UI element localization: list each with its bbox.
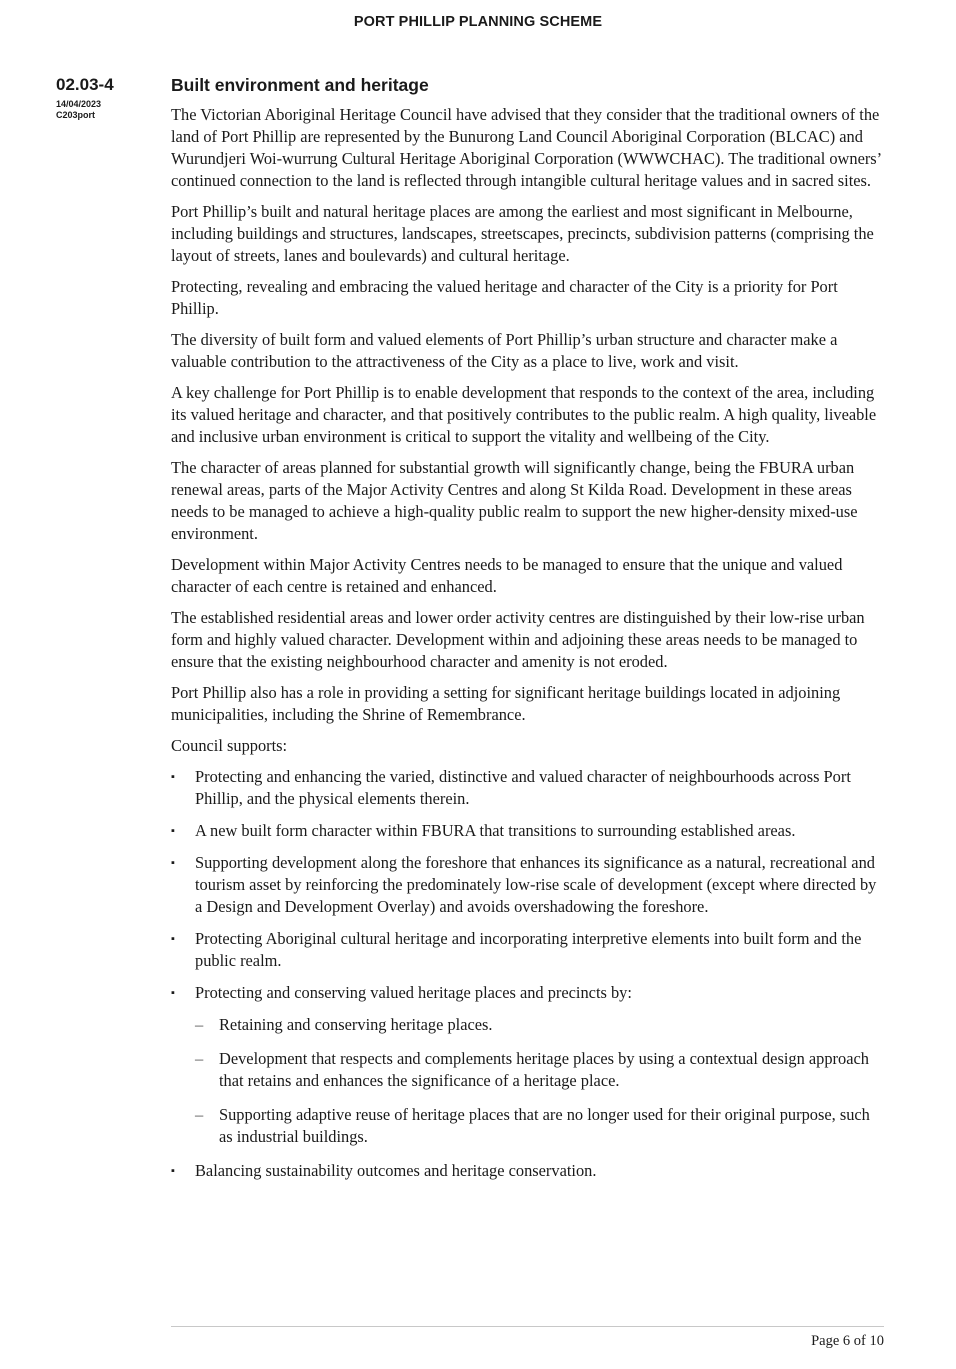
sub-bullet-item (195, 1014, 884, 1036)
paragraph: Port Phillip’s built and natural heritage places are among the earliest and most significant in Melbourne, including buildings and structures, landscapes, streetscapes, precincts, subdivision patterns (comprising the layout of streets, lanes and boulevards) and cultural heritage. (171, 202, 874, 265)
bullet-text: Protecting and enhancing the varied, distinctive and valued character of neighbourhoods across Port Phillip, and the physical elements therein. (195, 767, 851, 808)
bullet-item (171, 766, 884, 810)
clause-date: 14/04/2023 (56, 99, 102, 109)
bullet-item (171, 982, 884, 1148)
sub-bullet-list (195, 1014, 884, 1148)
clause-body (171, 75, 884, 1192)
paragraph: The character of areas planned for substantial growth will significantly change, being the FBURA urban renewal areas, parts of the Major Activity Centres and along St Kilda Road. Development in these areas needs to be managed to achieve a high-quality public realm to support the new higher-density mixed-use environment. (171, 458, 858, 543)
dash-marker: – (195, 1105, 204, 1124)
paragraph: Port Phillip also has a role in providing a setting for significant heritage buildings located in adjoining municipalities, including the Shrine of Remembrance. (171, 683, 841, 724)
paragraph: Protecting, revealing and embracing the valued heritage and character of the City is a priority for Port Phillip. (171, 277, 838, 318)
clause-number: 02.03-4 (56, 75, 114, 94)
bullet-text: Protecting Aboriginal cultural heritage and incorporating interpretive elements into built form and the public realm. (195, 929, 862, 970)
paragraph: The Victorian Aboriginal Heritage Council have advised that they consider that the traditional owners of the land of Port Phillip are represented by the Bunurong Land Council Aboriginal Corporation (BLCAC) and Wurundjeri Woi-wurrung Cultural Heritage Aboriginal Corporation (WWWCHAC). The traditional owners’ continued connection to the land is reflected through intangible cultural heritage values and in sacred sites. (171, 105, 881, 190)
paragraph: The established residential areas and lower order activity centres are distinguished by their low-rise urban form and highly valued character. Development within and adjoining these areas needs to be managed to ensure that the existing neighbourhood character and amenity is not eroded. (171, 608, 865, 671)
bullet-marker: ▪ (171, 857, 175, 869)
paragraph: A key challenge for Port Phillip is to enable development that responds to the context of the area, including its valued heritage and character, and that positively contributes to the public realm. A high quality, liveable and inclusive urban environment is critical to support the vitality and wellbeing of the City. (171, 383, 877, 446)
bullet-marker: ▪ (171, 825, 175, 837)
footer-divider (171, 1326, 884, 1327)
bullet-marker: ▪ (171, 1165, 175, 1177)
bullet-text: Supporting development along the foreshore that enhances its significance as a natural, recreational and tourism asset by reinforcing the predominately low-rise scale of development (except where directed by a Design and Development Overlay) and avoids overshadowing the foreshore. (195, 853, 877, 916)
page-number: Page 6 of 10 (811, 1333, 884, 1349)
paragraph: Council supports: (171, 736, 288, 755)
sub-bullet-text: Supporting adaptive reuse of heritage places that are no longer used for their original purpose, such as industrial buildings. (219, 1105, 870, 1146)
bullet-item (171, 820, 884, 842)
sub-bullet-item (195, 1104, 884, 1148)
clause-meta (56, 99, 101, 121)
bullet-text: Balancing sustainability outcomes and heritage conservation. (195, 1161, 597, 1180)
bullet-marker: ▪ (171, 933, 175, 945)
sub-bullet-text: Retaining and conserving heritage places. (219, 1015, 493, 1034)
paragraph: Development within Major Activity Centres needs to be managed to ensure that the unique and valued character of each centre is retained and enhanced. (171, 555, 843, 596)
sub-bullet-item (195, 1048, 884, 1092)
bullet-list (171, 766, 884, 1182)
bullet-text: A new built form character within FBURA that transitions to surrounding established areas. (195, 821, 796, 840)
document-header: PORT PHILLIP PLANNING SCHEME (353, 14, 603, 30)
bullet-item (171, 852, 884, 918)
paragraph: The diversity of built form and valued elements of Port Phillip’s urban structure and character make a valuable contribution to the attractiveness of the City as a place to live, work and visit. (171, 330, 838, 371)
bullet-item (171, 928, 884, 972)
bullet-text: Protecting and conserving valued heritage places and precincts by: (195, 983, 632, 1002)
clause-title: Built environment and heritage (171, 75, 429, 95)
dash-marker: – (195, 1049, 204, 1068)
bullet-item (171, 1160, 884, 1182)
bullet-marker: ▪ (171, 771, 175, 783)
sub-bullet-text: Development that respects and complements heritage places by using a contextual design approach that retains and enhances the significance of a heritage place. (219, 1049, 869, 1090)
dash-marker: – (195, 1015, 204, 1034)
bullet-marker: ▪ (171, 987, 175, 999)
clause-amendment: C203port (56, 110, 96, 120)
